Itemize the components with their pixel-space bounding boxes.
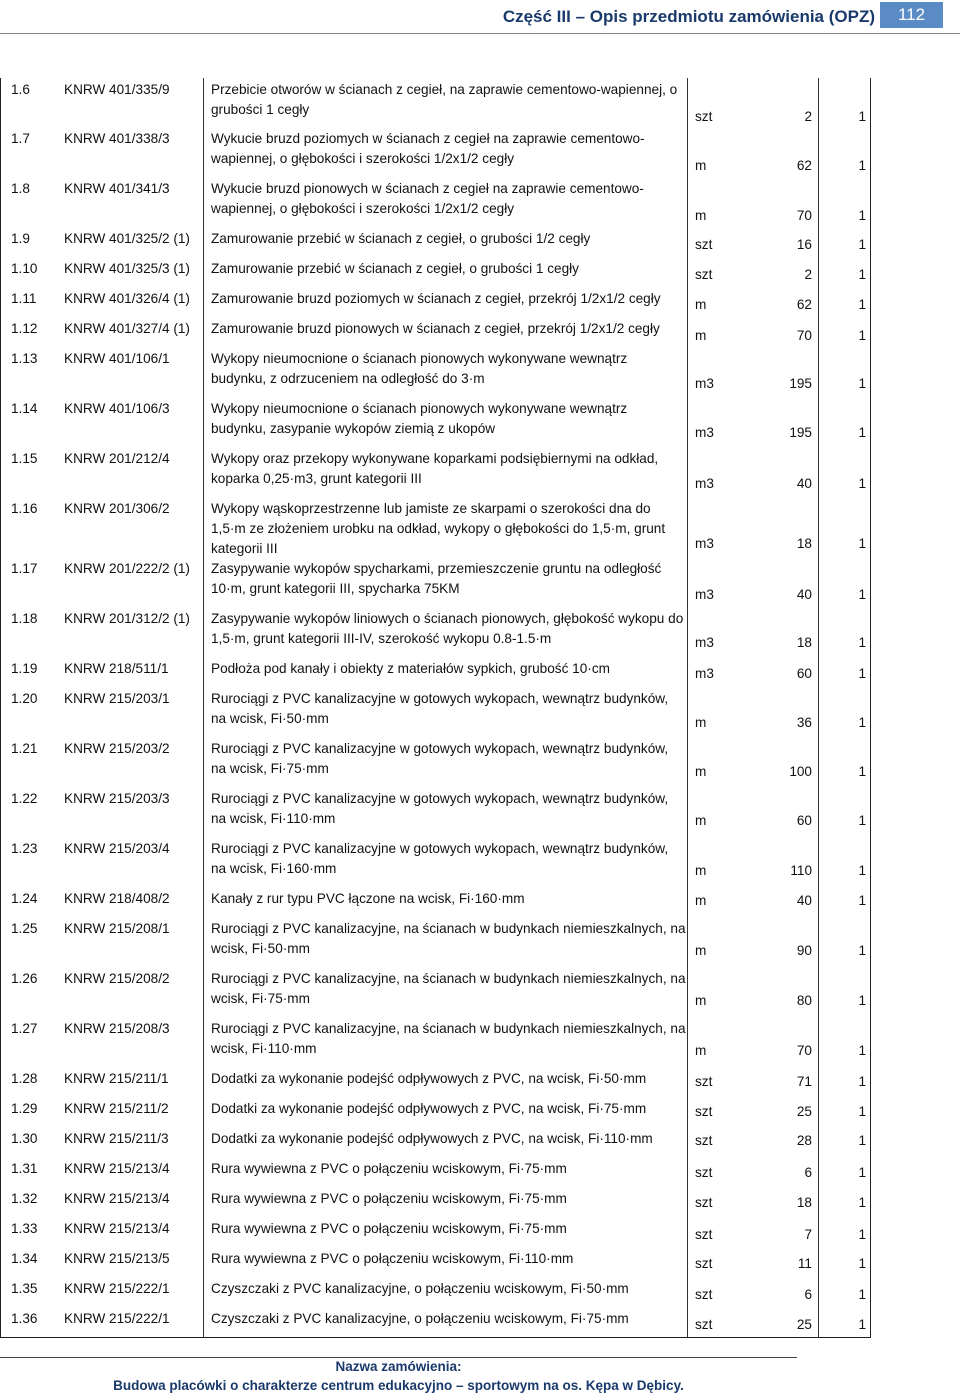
catalog-code: KNRW 215/203/1 <box>64 691 170 706</box>
item-description: Wykucie bruzd pionowych w ścianach z cegieł na zaprawie cementowo-wapiennej, o głębokości i szerokości 1/2x1/2 cegły <box>211 181 644 216</box>
item-number: 1.9 <box>11 231 30 246</box>
unit-of-measure: m <box>695 893 707 908</box>
catalog-code: KNRW 215/222/1 <box>64 1281 170 1296</box>
item-number: 1.33 <box>11 1221 38 1236</box>
table-row <box>1 1069 872 1099</box>
item-number: 1.32 <box>11 1191 38 1206</box>
table-row <box>1 1099 872 1129</box>
catalog-code: KNRW 218/408/2 <box>64 891 170 906</box>
unit-of-measure: szt <box>695 1133 713 1148</box>
item-description: Rurociągi z PVC kanalizacyjne, na ścianach w budynkach niemieszkalnych, na wcisk, Fi·110·mm <box>211 1021 686 1056</box>
table-row <box>1 80 872 129</box>
item-number: 1.24 <box>11 891 38 906</box>
quantity: 11 <box>797 1256 812 1271</box>
item-number: 1.12 <box>11 321 38 336</box>
catalog-code: KNRW 401/335/9 <box>64 82 170 97</box>
unit-of-measure: szt <box>695 1256 713 1271</box>
item-number: 1.36 <box>11 1311 38 1326</box>
item-number: 1.31 <box>11 1161 38 1176</box>
table-row <box>1 659 872 689</box>
item-number: 1.21 <box>11 741 38 756</box>
table-row <box>1 689 872 739</box>
item-number: 1.25 <box>11 921 38 936</box>
item-description: Dodatki za wykonanie podejść odpływowych z PVC, na wcisk, Fi·75·mm <box>211 1101 647 1116</box>
unit-of-measure: m <box>695 715 707 730</box>
item-description: Dodatki za wykonanie podejść odpływowych z PVC, na wcisk, Fi·50·mm <box>211 1071 647 1086</box>
multiplier: 1 <box>858 1256 866 1271</box>
unit-of-measure: szt <box>695 267 713 282</box>
quantity: 7 <box>804 1227 812 1242</box>
item-number: 1.15 <box>11 451 38 466</box>
multiplier: 1 <box>858 993 866 1008</box>
item-number: 1.29 <box>11 1101 38 1116</box>
catalog-code: KNRW 215/213/4 <box>64 1161 170 1176</box>
table-row <box>1 1189 872 1219</box>
catalog-code: KNRW 401/106/3 <box>64 401 170 416</box>
unit-of-measure: szt <box>695 1317 713 1332</box>
item-number: 1.23 <box>11 841 38 856</box>
unit-of-measure: m3 <box>695 635 714 650</box>
quantity: 70 <box>796 1043 812 1058</box>
multiplier: 1 <box>858 158 866 173</box>
catalog-code: KNRW 215/213/4 <box>64 1221 170 1236</box>
item-description: Czyszczaki z PVC kanalizacyjne, o połączeniu wciskowym, Fi·75·mm <box>211 1311 629 1326</box>
item-description: Wykopy nieumocnione o ścianach pionowych wykonywane wewnątrz budynku, zasypanie wykopów ziemią z ukopów <box>211 401 628 436</box>
multiplier: 1 <box>858 813 866 828</box>
unit-of-measure: szt <box>695 1104 713 1119</box>
quantity: 28 <box>796 1133 812 1148</box>
item-description: Rurociągi z PVC kanalizacyjne, na ścianach w budynkach niemieszkalnych, na wcisk, Fi·75·mm <box>211 971 686 1006</box>
quantity: 18 <box>796 635 812 650</box>
table-row <box>1 229 872 259</box>
item-description: Kanały z rur typu PVC łączone na wcisk, Fi·160·mm <box>211 891 525 906</box>
catalog-code: KNRW 218/511/1 <box>64 661 169 676</box>
quantity: 80 <box>796 993 812 1008</box>
quantity: 60 <box>796 813 812 828</box>
unit-of-measure: m3 <box>695 666 714 681</box>
item-description: Rura wywiewna z PVC o połączeniu wciskowym, Fi·75·mm <box>211 1221 567 1236</box>
catalog-code: KNRW 401/338/3 <box>64 131 170 146</box>
multiplier: 1 <box>858 1074 866 1089</box>
quantity: 195 <box>789 425 812 440</box>
catalog-code: KNRW 215/222/1 <box>64 1311 170 1326</box>
item-description: Rura wywiewna z PVC o połączeniu wciskowym, Fi·110·mm <box>211 1251 574 1266</box>
item-description: Zamurowanie przebić w ścianach z cegieł, o grubości 1 cegły <box>211 261 579 276</box>
unit-of-measure: szt <box>695 1195 713 1210</box>
unit-of-measure: m <box>695 1043 707 1058</box>
table-row <box>1 739 872 789</box>
item-description: Zasypywanie wykopów liniowych o ścianach pionowych, głębokość wykopu do 1,5·m, grunt kategorii III-IV, szerokość wykopu 0.8-1.5·m <box>211 611 684 646</box>
catalog-code: KNRW 215/211/3 <box>64 1131 169 1146</box>
item-description: Wykopy oraz przekopy wykonywane koparkami podsiębiernymi na odkład, koparka 0,25·m3, grunt kategorii III <box>211 451 659 486</box>
unit-of-measure: szt <box>695 1287 713 1302</box>
item-number: 1.18 <box>11 611 38 626</box>
item-number: 1.20 <box>11 691 38 706</box>
table-row <box>1 499 872 559</box>
quantity: 40 <box>796 893 812 908</box>
catalog-code: KNRW 215/211/1 <box>64 1071 169 1086</box>
unit-of-measure: m <box>695 158 707 173</box>
table-row <box>1 289 872 319</box>
catalog-code: KNRW 215/208/3 <box>64 1021 170 1036</box>
footer-order-label: Nazwa zamówienia: <box>335 1359 462 1374</box>
catalog-code: KNRW 401/327/4 (1) <box>64 321 190 336</box>
quantity: 25 <box>796 1104 812 1119</box>
table-row <box>1 399 872 449</box>
item-number: 1.11 <box>11 291 37 306</box>
quantity: 60 <box>796 666 812 681</box>
unit-of-measure: szt <box>695 1074 713 1089</box>
item-description: Rurociągi z PVC kanalizacyjne w gotowych wykopach, wewnątrz budynków, na wcisk, Fi·75·mm <box>211 741 669 776</box>
quantity: 70 <box>796 328 812 343</box>
item-description: Rurociągi z PVC kanalizacyjne w gotowych wykopach, wewnątrz budynków, na wcisk, Fi·160·mm <box>211 841 669 876</box>
unit-of-measure: m3 <box>695 476 714 491</box>
multiplier: 1 <box>858 109 866 124</box>
unit-of-measure: m <box>695 208 707 223</box>
table-row <box>1 1309 872 1339</box>
unit-of-measure: m3 <box>695 376 714 391</box>
item-number: 1.7 <box>11 131 30 146</box>
multiplier: 1 <box>858 267 866 282</box>
quantity: 62 <box>796 158 812 173</box>
quantity: 195 <box>789 376 812 391</box>
table-row <box>1 1129 872 1159</box>
item-number: 1.19 <box>11 661 38 676</box>
catalog-code: KNRW 401/325/2 (1) <box>64 231 190 246</box>
table-row <box>1 969 872 1019</box>
header-divider <box>0 33 960 34</box>
catalog-code: KNRW 215/208/1 <box>64 921 170 936</box>
quantity: 40 <box>796 476 812 491</box>
item-description: Czyszczaki z PVC kanalizacyjne, o połączeniu wciskowym, Fi·50·mm <box>211 1281 629 1296</box>
quantity: 2 <box>804 109 812 124</box>
catalog-code: KNRW 401/341/3 <box>64 181 170 196</box>
table-row <box>1 179 872 229</box>
unit-of-measure: szt <box>695 109 713 124</box>
catalog-code: KNRW 401/325/3 (1) <box>64 261 190 276</box>
table-row <box>1 259 872 289</box>
item-description: Zamurowanie przebić w ścianach z cegieł, o grubości 1/2 cegły <box>211 231 591 246</box>
table-row <box>1 559 872 609</box>
multiplier: 1 <box>858 893 866 908</box>
catalog-code: KNRW 215/203/2 <box>64 741 170 756</box>
item-number: 1.6 <box>11 82 30 97</box>
item-description: Przebicie otworów w ścianach z cegieł, na zaprawie cementowo-wapiennej, o grubości 1 cegły <box>211 82 678 117</box>
item-number: 1.34 <box>11 1251 38 1266</box>
catalog-code: KNRW 215/203/4 <box>64 841 170 856</box>
table-row <box>1 349 872 399</box>
item-number: 1.35 <box>11 1281 38 1296</box>
catalog-code: KNRW 201/222/2 (1) <box>64 561 190 576</box>
multiplier: 1 <box>858 536 866 551</box>
table-row <box>1 1019 872 1069</box>
item-number: 1.27 <box>11 1021 38 1036</box>
table-row <box>1 789 872 839</box>
item-description: Dodatki za wykonanie podejść odpływowych z PVC, na wcisk, Fi·110·mm <box>211 1131 653 1146</box>
multiplier: 1 <box>858 1043 866 1058</box>
item-number: 1.14 <box>11 401 38 416</box>
table-row <box>1 839 872 889</box>
table-row <box>1 319 872 349</box>
multiplier: 1 <box>858 297 866 312</box>
quantity: 16 <box>796 237 812 252</box>
catalog-code: KNRW 201/306/2 <box>64 501 170 516</box>
quantity: 100 <box>789 764 812 779</box>
quantity: 62 <box>796 297 812 312</box>
footer-divider <box>0 1357 797 1358</box>
item-description: Rura wywiewna z PVC o połączeniu wciskowym, Fi·75·mm <box>211 1161 567 1176</box>
table-row <box>1 609 872 659</box>
multiplier: 1 <box>858 666 866 681</box>
table-row <box>1 889 872 919</box>
catalog-code: KNRW 215/213/4 <box>64 1191 170 1206</box>
multiplier: 1 <box>858 476 866 491</box>
quantity: 36 <box>796 715 812 730</box>
item-description: Rurociągi z PVC kanalizacyjne w gotowych wykopach, wewnątrz budynków, na wcisk, Fi·110·mm <box>211 791 669 826</box>
unit-of-measure: m <box>695 813 707 828</box>
multiplier: 1 <box>858 328 866 343</box>
item-number: 1.17 <box>11 561 38 576</box>
multiplier: 1 <box>858 208 866 223</box>
multiplier: 1 <box>858 425 866 440</box>
quantity: 6 <box>804 1287 812 1302</box>
item-description: Podłoża pod kanały i obiekty z materiałów sypkich, grubość 10·cm <box>211 661 610 676</box>
page-number-badge: 112 <box>880 2 943 28</box>
multiplier: 1 <box>858 1104 866 1119</box>
catalog-code: KNRW 201/212/4 <box>64 451 170 466</box>
catalog-code: KNRW 401/326/4 (1) <box>64 291 190 306</box>
multiplier: 1 <box>858 376 866 391</box>
multiplier: 1 <box>858 635 866 650</box>
item-description: Zamurowanie bruzd poziomych w ścianach z cegieł, przekrój 1/2x1/2 cegły <box>211 291 661 306</box>
table-row <box>1 919 872 969</box>
unit-of-measure: szt <box>695 237 713 252</box>
item-description: Zasypywanie wykopów spycharkami, przemieszczenie gruntu na odległość 10·m, grunt kategorii III, spycharka 75KM <box>211 561 662 596</box>
quantity: 18 <box>796 536 812 551</box>
multiplier: 1 <box>858 237 866 252</box>
multiplier: 1 <box>858 1227 866 1242</box>
catalog-code: KNRW 215/203/3 <box>64 791 170 806</box>
item-number: 1.26 <box>11 971 38 986</box>
table-row <box>1 1249 872 1279</box>
quantity: 110 <box>790 863 812 878</box>
table-row <box>1 1159 872 1189</box>
multiplier: 1 <box>858 1165 866 1180</box>
unit-of-measure: m3 <box>695 425 714 440</box>
multiplier: 1 <box>858 943 866 958</box>
item-description: Wykucie bruzd poziomych w ścianach z cegieł na zaprawie cementowo-wapiennej, o głębokości i szerokości 1/2x1/2 cegły <box>211 131 645 166</box>
quantity: 70 <box>796 208 812 223</box>
multiplier: 1 <box>858 1195 866 1210</box>
unit-of-measure: m <box>695 943 707 958</box>
table-row <box>1 1279 872 1309</box>
unit-of-measure: m <box>695 863 707 878</box>
multiplier: 1 <box>858 1287 866 1302</box>
document-header-title: Część III – Opis przedmiotu zamówienia (OPZ) <box>502 7 875 26</box>
cost-estimate-table <box>0 78 871 1338</box>
unit-of-measure: m <box>695 993 707 1008</box>
item-description: Zamurowanie bruzd pionowych w ścianach z cegieł, przekrój 1/2x1/2 cegły <box>211 321 660 336</box>
quantity: 6 <box>804 1165 812 1180</box>
item-description: Rurociągi z PVC kanalizacyjne w gotowych wykopach, wewnątrz budynków, na wcisk, Fi·50·mm <box>211 691 669 726</box>
item-number: 1.10 <box>11 261 38 276</box>
quantity: 90 <box>796 943 812 958</box>
quantity: 2 <box>804 267 812 282</box>
quantity: 25 <box>796 1317 812 1332</box>
item-number: 1.22 <box>11 791 38 806</box>
multiplier: 1 <box>858 764 866 779</box>
quantity: 18 <box>796 1195 812 1210</box>
catalog-code: KNRW 401/106/1 <box>64 351 170 366</box>
unit-of-measure: m <box>695 297 707 312</box>
item-number: 1.28 <box>11 1071 38 1086</box>
item-description: Wykopy nieumocnione o ścianach pionowych wykonywane wewnątrz budynku, z odrzuceniem na odległość do 3·m <box>211 351 628 386</box>
item-description: Rurociągi z PVC kanalizacyjne, na ścianach w budynkach niemieszkalnych, na wcisk, Fi·50·mm <box>211 921 686 956</box>
multiplier: 1 <box>858 1317 866 1332</box>
item-number: 1.30 <box>11 1131 38 1146</box>
multiplier: 1 <box>858 587 866 602</box>
table-row <box>1 129 872 179</box>
unit-of-measure: m <box>695 328 707 343</box>
unit-of-measure: m3 <box>695 536 714 551</box>
unit-of-measure: m <box>695 764 707 779</box>
unit-of-measure: szt <box>695 1165 713 1180</box>
quantity: 40 <box>796 587 812 602</box>
multiplier: 1 <box>858 715 866 730</box>
catalog-code: KNRW 201/312/2 (1) <box>64 611 190 626</box>
item-description: Wykopy wąskoprzestrzenne lub jamiste ze skarpami o szerokości dna do 1,5·m ze złożeniem urobku na odkład, wykopy o głębokości do 1,5·m, grunt kategorii III <box>211 501 666 556</box>
item-description: Rura wywiewna z PVC o połączeniu wciskowym, Fi·75·mm <box>211 1191 567 1206</box>
catalog-code: KNRW 215/208/2 <box>64 971 170 986</box>
item-number: 1.13 <box>11 351 38 366</box>
table-row <box>1 1219 872 1249</box>
multiplier: 1 <box>858 1133 866 1148</box>
unit-of-measure: m3 <box>695 587 714 602</box>
item-number: 1.8 <box>11 181 30 196</box>
catalog-code: KNRW 215/213/5 <box>64 1251 170 1266</box>
table-row <box>1 449 872 499</box>
multiplier: 1 <box>858 863 866 878</box>
catalog-code: KNRW 215/211/2 <box>64 1101 169 1116</box>
quantity: 71 <box>796 1074 812 1089</box>
footer-project-name: Budowa placówki o charakterze centrum edukacyjno – sportowym na os. Kępa w Dębicy. <box>113 1378 684 1393</box>
unit-of-measure: szt <box>695 1227 713 1242</box>
item-number: 1.16 <box>11 501 38 516</box>
